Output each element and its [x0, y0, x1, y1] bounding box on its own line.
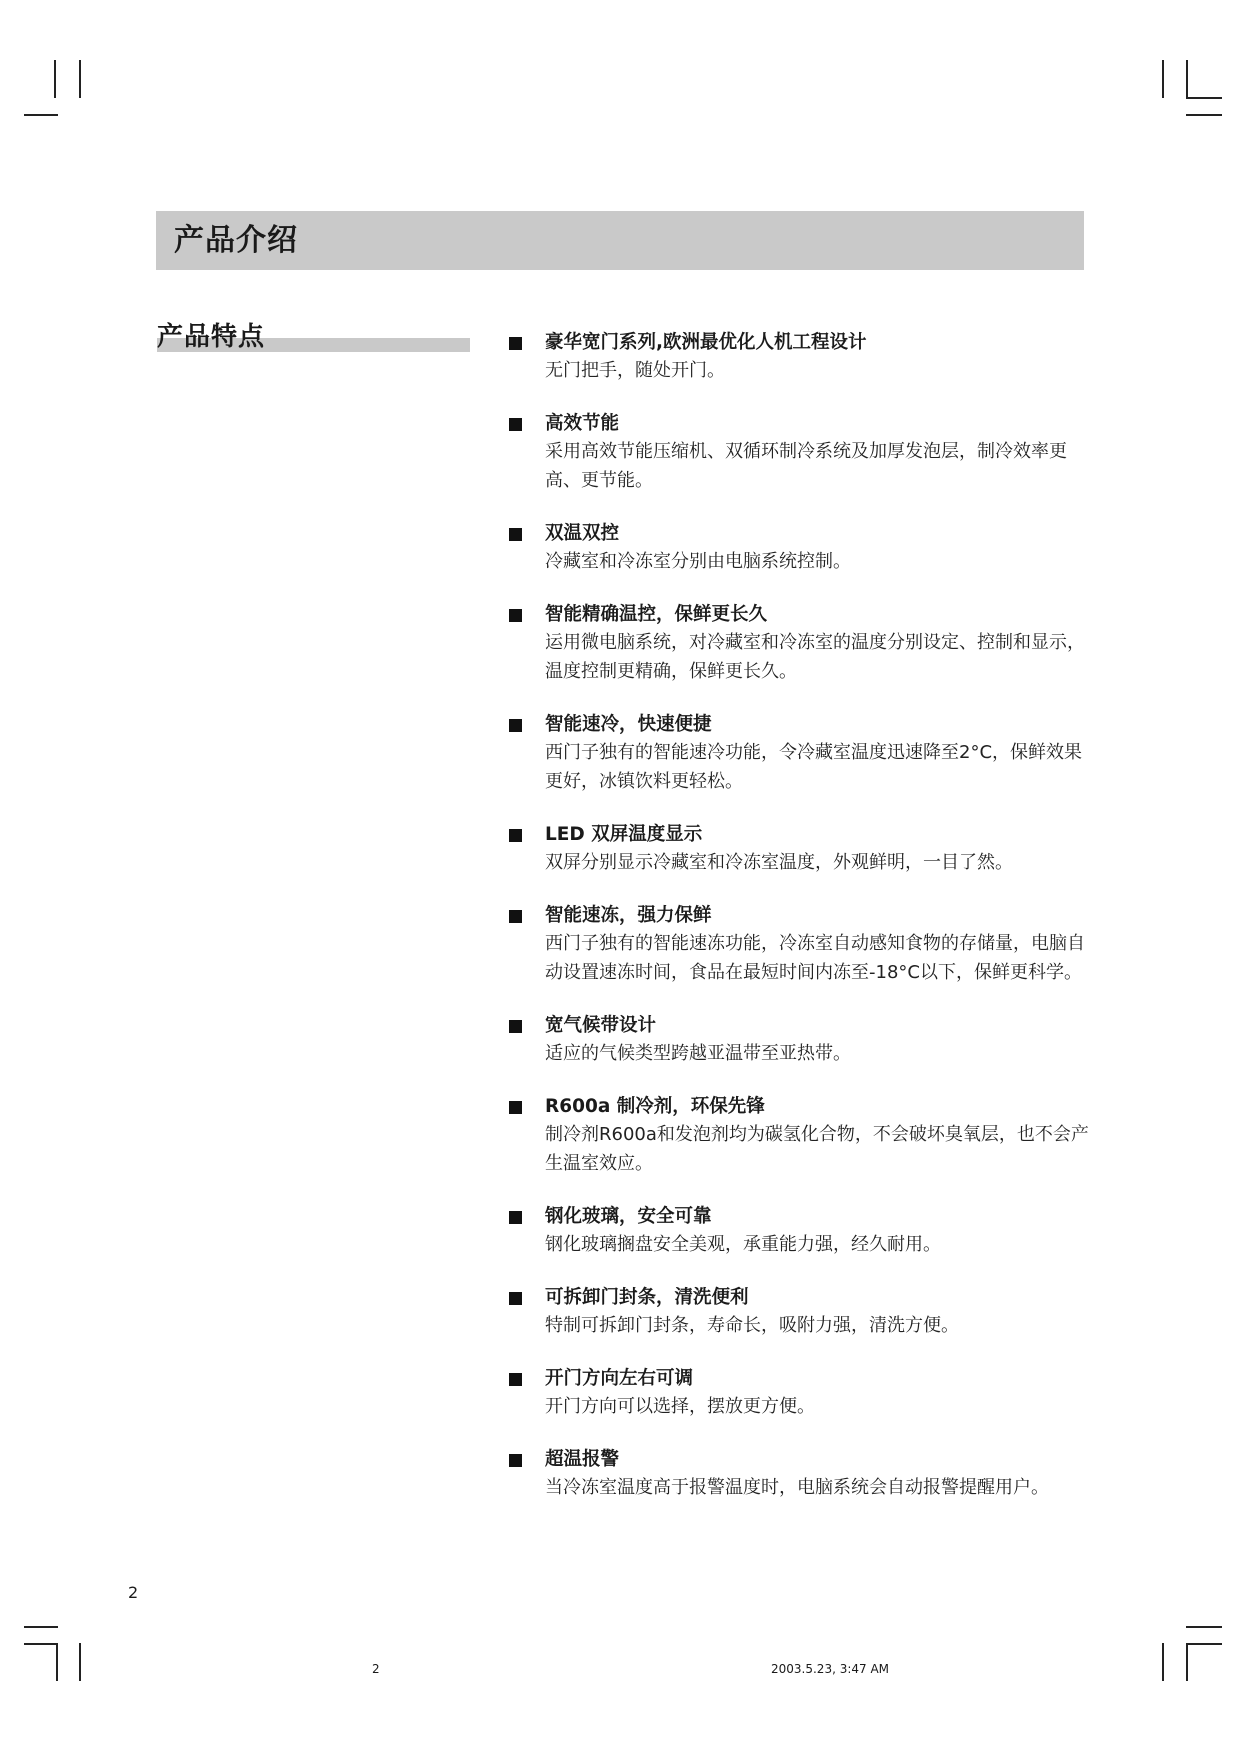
crop-mark [1162, 1643, 1164, 1681]
feature-desc: 冷藏室和冷冻室分别由电脑系统控制。 [545, 551, 851, 572]
feature-list [506, 330, 1090, 1528]
page-number: 2 [128, 1583, 139, 1602]
crop-mark [1186, 114, 1222, 116]
crop-mark [1186, 60, 1188, 98]
square-bullet-icon [509, 1373, 522, 1386]
feature-desc: 双屏分别显示冷藏室和冷冻室温度，外观鲜明，一目了然。 [545, 852, 1013, 873]
feature-item [506, 712, 1090, 796]
feature-title: 智能精确温控，保鲜更长久 [545, 604, 768, 625]
section-title: 产品特点 [157, 322, 266, 352]
square-bullet-icon [509, 418, 522, 431]
square-bullet-icon [509, 1101, 522, 1114]
feature-desc: 西门子独有的智能速冷功能，令冷藏室温度迅速降至2°C，保鲜效果更好，冰镇饮料更轻松。 [545, 742, 1083, 792]
feature-title: 钢化玻璃，安全可靠 [545, 1206, 712, 1227]
crop-mark [1186, 1643, 1188, 1681]
square-bullet-icon [509, 910, 522, 923]
crop-mark [79, 60, 81, 98]
feature-desc: 无门把手，随处开门。 [545, 360, 725, 381]
feature-desc: 当冷冻室温度高于报警温度时，电脑系统会自动报警提醒用户。 [545, 1477, 1049, 1498]
square-bullet-icon [509, 1020, 522, 1033]
feature-title: 豪华宽门系列,欧洲最优化人机工程设计 [545, 332, 867, 353]
feature-desc: 开门方向可以选择，摆放更方便。 [545, 1396, 815, 1417]
feature-item [506, 1013, 1090, 1068]
feature-desc: 适应的气候类型跨越亚温带至亚热带。 [545, 1043, 851, 1064]
feature-title: 可拆卸门封条，清洗便利 [545, 1287, 749, 1308]
footer-page: 2 [372, 1662, 380, 1676]
square-bullet-icon [509, 528, 522, 541]
feature-item [506, 521, 1090, 576]
feature-desc: 特制可拆卸门封条，寿命长，吸附力强，清洗方便。 [545, 1315, 959, 1336]
square-bullet-icon [509, 337, 522, 350]
feature-item [506, 822, 1090, 877]
crop-mark [24, 1626, 58, 1628]
feature-title: LED 双屏温度显示 [545, 824, 703, 845]
crop-mark [24, 1643, 58, 1645]
crop-mark [56, 1643, 58, 1681]
square-bullet-icon [509, 1454, 522, 1467]
crop-mark [79, 1643, 81, 1681]
square-bullet-icon [509, 1292, 522, 1305]
crop-mark [24, 114, 58, 116]
feature-desc: 运用微电脑系统，对冷藏室和冷冻室的温度分别设定、控制和显示，温度控制更精确，保鲜更长久。 [545, 632, 1085, 682]
feature-desc: 采用高效节能压缩机、双循环制冷系统及加厚发泡层，制冷效率更高、更节能。 [545, 441, 1067, 491]
feature-item [506, 411, 1090, 495]
feature-item [506, 1285, 1090, 1340]
feature-title: 宽气候带设计 [545, 1015, 657, 1036]
feature-item [506, 1366, 1090, 1421]
square-bullet-icon [509, 1211, 522, 1224]
crop-mark [1186, 97, 1222, 99]
header-bar [156, 211, 1084, 270]
feature-title: 智能速冷，快速便捷 [545, 714, 712, 735]
crop-mark [1162, 60, 1164, 98]
square-bullet-icon [509, 719, 522, 732]
crop-mark [54, 60, 56, 98]
feature-desc: 钢化玻璃搁盘安全美观，承重能力强，经久耐用。 [545, 1234, 941, 1255]
feature-desc: 制冷剂R600a和发泡剂均为碳氢化合物，不会破坏臭氧层，也不会产生温室效应。 [545, 1124, 1089, 1174]
feature-title: 开门方向左右可调 [545, 1368, 694, 1389]
feature-item [506, 602, 1090, 686]
feature-title: R600a 制冷剂，环保先锋 [545, 1096, 765, 1117]
square-bullet-icon [509, 609, 522, 622]
crop-mark [1186, 1643, 1222, 1645]
feature-item [506, 1447, 1090, 1502]
feature-desc: 西门子独有的智能速冻功能，冷冻室自动感知食物的存储量，电脑自动设置速冻时间，食品在最短时间内冻至-18°C以下，保鲜更科学。 [545, 933, 1085, 983]
feature-title: 高效节能 [545, 413, 620, 434]
feature-item [506, 1094, 1090, 1178]
feature-item [506, 1204, 1090, 1259]
feature-title: 智能速冻，强力保鲜 [545, 905, 712, 926]
feature-title: 双温双控 [545, 523, 620, 544]
footer-datetime: 2003.5.23, 3:47 AM [771, 1662, 890, 1676]
feature-item [506, 903, 1090, 987]
feature-title: 超温报警 [545, 1449, 620, 1470]
crop-mark [1186, 1626, 1222, 1628]
feature-item [506, 330, 1090, 385]
square-bullet-icon [509, 829, 522, 842]
page-title: 产品介绍 [174, 223, 298, 258]
